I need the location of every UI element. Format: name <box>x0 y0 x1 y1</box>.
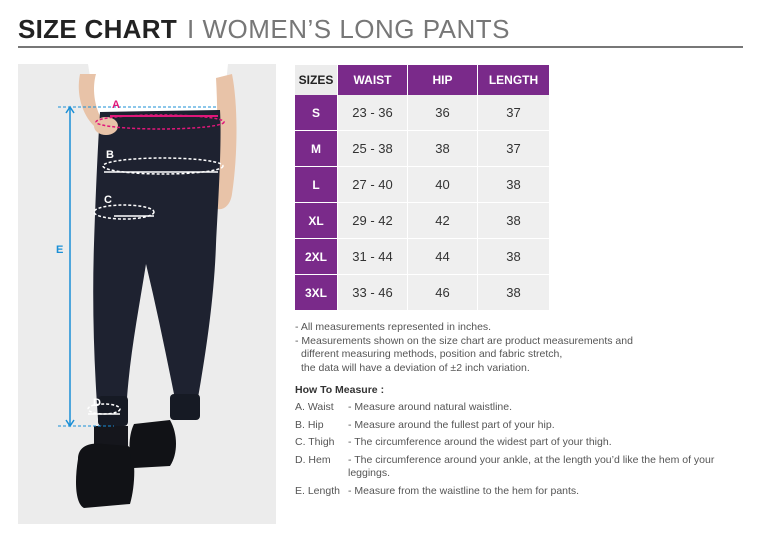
label-d: D <box>93 397 101 409</box>
note-line: the data will have a deviation of ±2 inch variation. <box>301 361 530 374</box>
waist-cell: 25 - 38 <box>338 131 408 167</box>
length-cell: 38 <box>478 203 550 239</box>
title-bold: SIZE CHART <box>18 14 177 44</box>
length-cell: 38 <box>478 239 550 275</box>
label-e: E <box>56 244 64 256</box>
page-title <box>18 14 510 44</box>
table-row <box>295 275 550 311</box>
list-item <box>295 485 735 499</box>
list-item <box>295 401 735 415</box>
size-cell: XL <box>295 203 338 239</box>
table-row <box>295 167 550 203</box>
hand <box>94 117 118 135</box>
header-hip: HIP <box>408 65 478 95</box>
waist-cell: 31 - 44 <box>338 239 408 275</box>
left-cuff <box>98 396 128 426</box>
label-c: C <box>104 194 112 206</box>
header-length: LENGTH <box>478 65 550 95</box>
measure-desc: - Measure around the fullest part of your hip. <box>348 418 555 431</box>
list-item <box>295 419 735 433</box>
right-cuff <box>170 394 200 420</box>
pants-illustration <box>18 64 276 524</box>
note-line: - Measurements shown on the size chart are product measurements and <box>295 334 633 347</box>
measurement-notes <box>295 321 735 375</box>
waist-cell: 27 - 40 <box>338 167 408 203</box>
product-photo <box>18 64 276 524</box>
table-header-row <box>295 65 550 95</box>
how-to-measure-list <box>295 401 735 502</box>
header-sizes: SIZES <box>295 65 338 95</box>
title-light: I WOMEN’S LONG PANTS <box>187 14 510 44</box>
table-row <box>295 239 550 275</box>
hip-cell: 46 <box>408 275 478 311</box>
size-cell: 2XL <box>295 239 338 275</box>
hip-cell: 44 <box>408 239 478 275</box>
how-to-measure-title: How To Measure : <box>295 384 385 396</box>
table-row <box>295 131 550 167</box>
measure-key: C. Thigh <box>295 436 335 448</box>
header-waist: WAIST <box>338 65 408 95</box>
length-cell: 38 <box>478 167 550 203</box>
measure-desc: - The circumference around the widest part of your thigh. <box>348 436 612 448</box>
measure-key: E. Length <box>295 484 340 497</box>
measure-key: B. Hip <box>295 418 324 431</box>
note-line: different measuring methods, position and fabric stretch, <box>301 348 563 360</box>
measure-desc: - The circumference around your ankle, at the length you’d like the hem of your leggings. <box>348 453 715 479</box>
label-a: A <box>112 99 120 111</box>
hip-cell: 42 <box>408 203 478 239</box>
length-cell: 37 <box>478 95 550 131</box>
hip-cell: 38 <box>408 131 478 167</box>
measure-key: D. Hem <box>295 453 331 466</box>
table-row <box>295 95 550 131</box>
size-table <box>295 65 550 311</box>
waist-cell: 33 - 46 <box>338 275 408 311</box>
left-shoe <box>76 444 134 508</box>
list-item <box>295 436 735 450</box>
size-cell: 3XL <box>295 275 338 311</box>
size-cell: S <box>295 95 338 131</box>
measure-desc: - Measure around natural waistline. <box>348 401 513 413</box>
label-b: B <box>106 149 114 161</box>
size-cell: M <box>295 131 338 167</box>
length-cell: 37 <box>478 131 550 167</box>
length-cell: 38 <box>478 275 550 311</box>
hip-cell: 36 <box>408 95 478 131</box>
hip-cell: 40 <box>408 167 478 203</box>
title-divider <box>18 46 743 48</box>
measure-key: A. Waist <box>295 401 334 413</box>
table-row <box>295 203 550 239</box>
note-line: - All measurements represented in inches. <box>295 321 492 333</box>
waist-cell: 23 - 36 <box>338 95 408 131</box>
measure-desc: - Measure from the waistline to the hem for pants. <box>348 484 580 497</box>
list-item <box>295 454 735 481</box>
waist-cell: 29 - 42 <box>338 203 408 239</box>
right-shoe <box>130 420 177 468</box>
size-cell: L <box>295 167 338 203</box>
